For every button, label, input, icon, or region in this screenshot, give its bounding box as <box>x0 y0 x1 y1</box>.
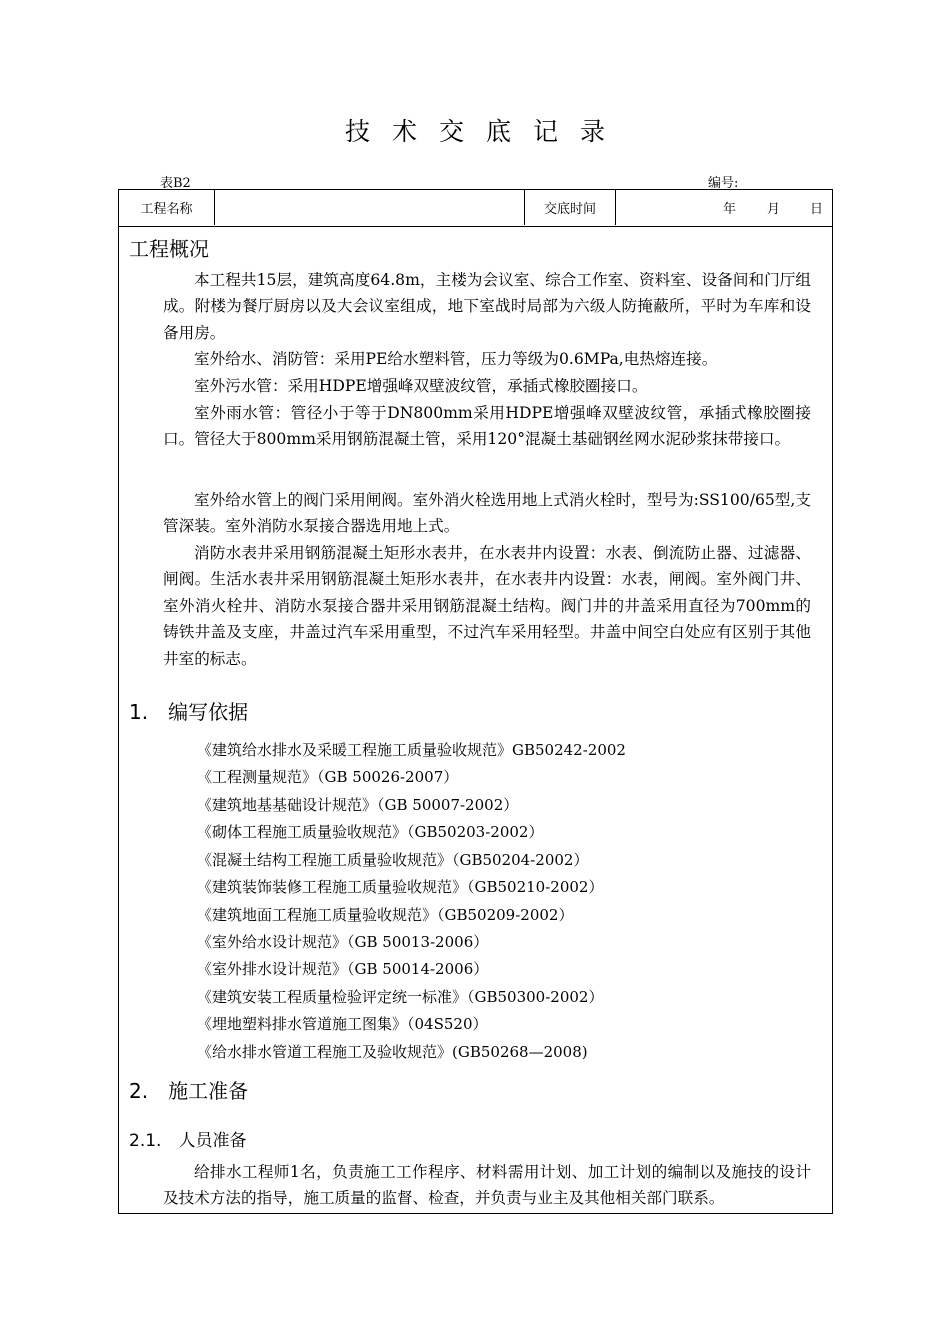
overview-paragraph: 本工程共15层，建筑高度64.8m，主楼为会议室、综合工作室、资料室、设备间和门厅组成。附楼为餐厅厨房以及大会议室组成，地下室战时局部为六级人防掩蔽所，平时为车库和设备用房。 <box>163 271 811 342</box>
record-table <box>118 189 833 1214</box>
project-name-field[interactable] <box>215 190 525 225</box>
header-row <box>119 190 832 227</box>
page-title: 技术交底记录 <box>344 117 627 146</box>
date-day-label: 日 <box>810 202 824 217</box>
reference-item: 《工程测量规范》（GB 50026-2007） <box>197 768 459 786</box>
overview-paragraph: 消防水表井采用钢筋混凝土矩形水表井，在水表井内设置：水表、倒流防止器、过滤器、闸阀。生活水表井采用钢筋混凝土矩形水表井，在水表井内设置：水表，闸阀。室外阀门井、室外消火栓井、消防水泵接合器井采用钢筋混凝土结构。阀门井的井盖采用直径为700mm的铸铁井盖及支座，井盖过汽车采用重型，不过汽车采用轻型。井盖中间空白处应有区别于其他井室的标志。 <box>163 544 811 668</box>
reference-item: 《混凝土结构工程施工质量验收规范》（GB50204-2002） <box>197 851 589 869</box>
personnel-heading: 2.1. 人员准备 <box>129 1131 247 1151</box>
disclosure-date-field[interactable] <box>616 190 831 225</box>
reference-item: 《埋地塑料排水管道施工图集》（04S520） <box>197 1015 488 1033</box>
disclosure-date-label: 交底时间 <box>525 190 616 225</box>
personnel-paragraph: 给排水工程师1名，负责施工工作程序、材料需用计划、加工计划的编制以及施技的设计及技术方法的指导，施工质量的监督、检查，并负责与业主及其他相关部门联系。 <box>163 1163 811 1208</box>
form-code: 表B2 <box>160 176 191 191</box>
reference-item: 《室外给水设计规范》（GB 50013-2006） <box>197 933 489 951</box>
overview-heading: 工程概况 <box>129 237 209 261</box>
reference-item: 《给水排水管道工程施工及验收规范》(GB50268—2008) <box>197 1043 588 1061</box>
overview-paragraph: 室外给水管上的阀门采用闸阀。室外消火栓选用地上式消火栓时，型号为:SS100/65型,支管深装。室外消防水泵接合器选用地上式。 <box>163 491 811 536</box>
overview-paragraph: 室外给水、消防管：采用PE给水塑料管，压力等级为0.6MPa,电热熔连接。 <box>194 350 718 368</box>
reference-item: 《建筑给水排水及采暖工程施工质量验收规范》GB50242-2002 <box>197 741 626 759</box>
reference-item: 《建筑地基基础设计规范》（GB 50007-2002） <box>197 796 519 814</box>
reference-item: 《建筑装饰装修工程施工质量验收规范》（GB50210-2002） <box>197 878 604 896</box>
date-year-label: 年 <box>723 202 737 217</box>
overview-paragraph: 室外污水管：采用HDPE增强峰双壁波纹管，承插式橡胶圈接口。 <box>194 377 648 395</box>
project-name-label: 工程名称 <box>119 190 215 225</box>
overview-paragraph: 室外雨水管：管径小于等于DN800mm采用HDPE增强峰双壁波纹管，承插式橡胶圈接口。管径大于800mm采用钢筋混凝土管，采用120°混凝土基础钢丝网水泥砂浆抹带接口。 <box>163 404 811 449</box>
reference-item: 《室外排水设计规范》（GB 50014-2006） <box>197 960 489 978</box>
serial-number-label: 编号: <box>708 176 739 191</box>
reference-item: 《砌体工程施工质量验收规范》（GB50203-2002） <box>197 823 544 841</box>
basis-heading: 1. 编写依据 <box>129 700 249 724</box>
reference-item: 《建筑地面工程施工质量验收规范》（GB50209-2002） <box>197 906 574 924</box>
preparation-heading: 2. 施工准备 <box>129 1079 249 1103</box>
reference-item: 《建筑安装工程质量检验评定统一标准》（GB50300-2002） <box>197 988 604 1006</box>
date-month-label: 月 <box>767 202 781 217</box>
